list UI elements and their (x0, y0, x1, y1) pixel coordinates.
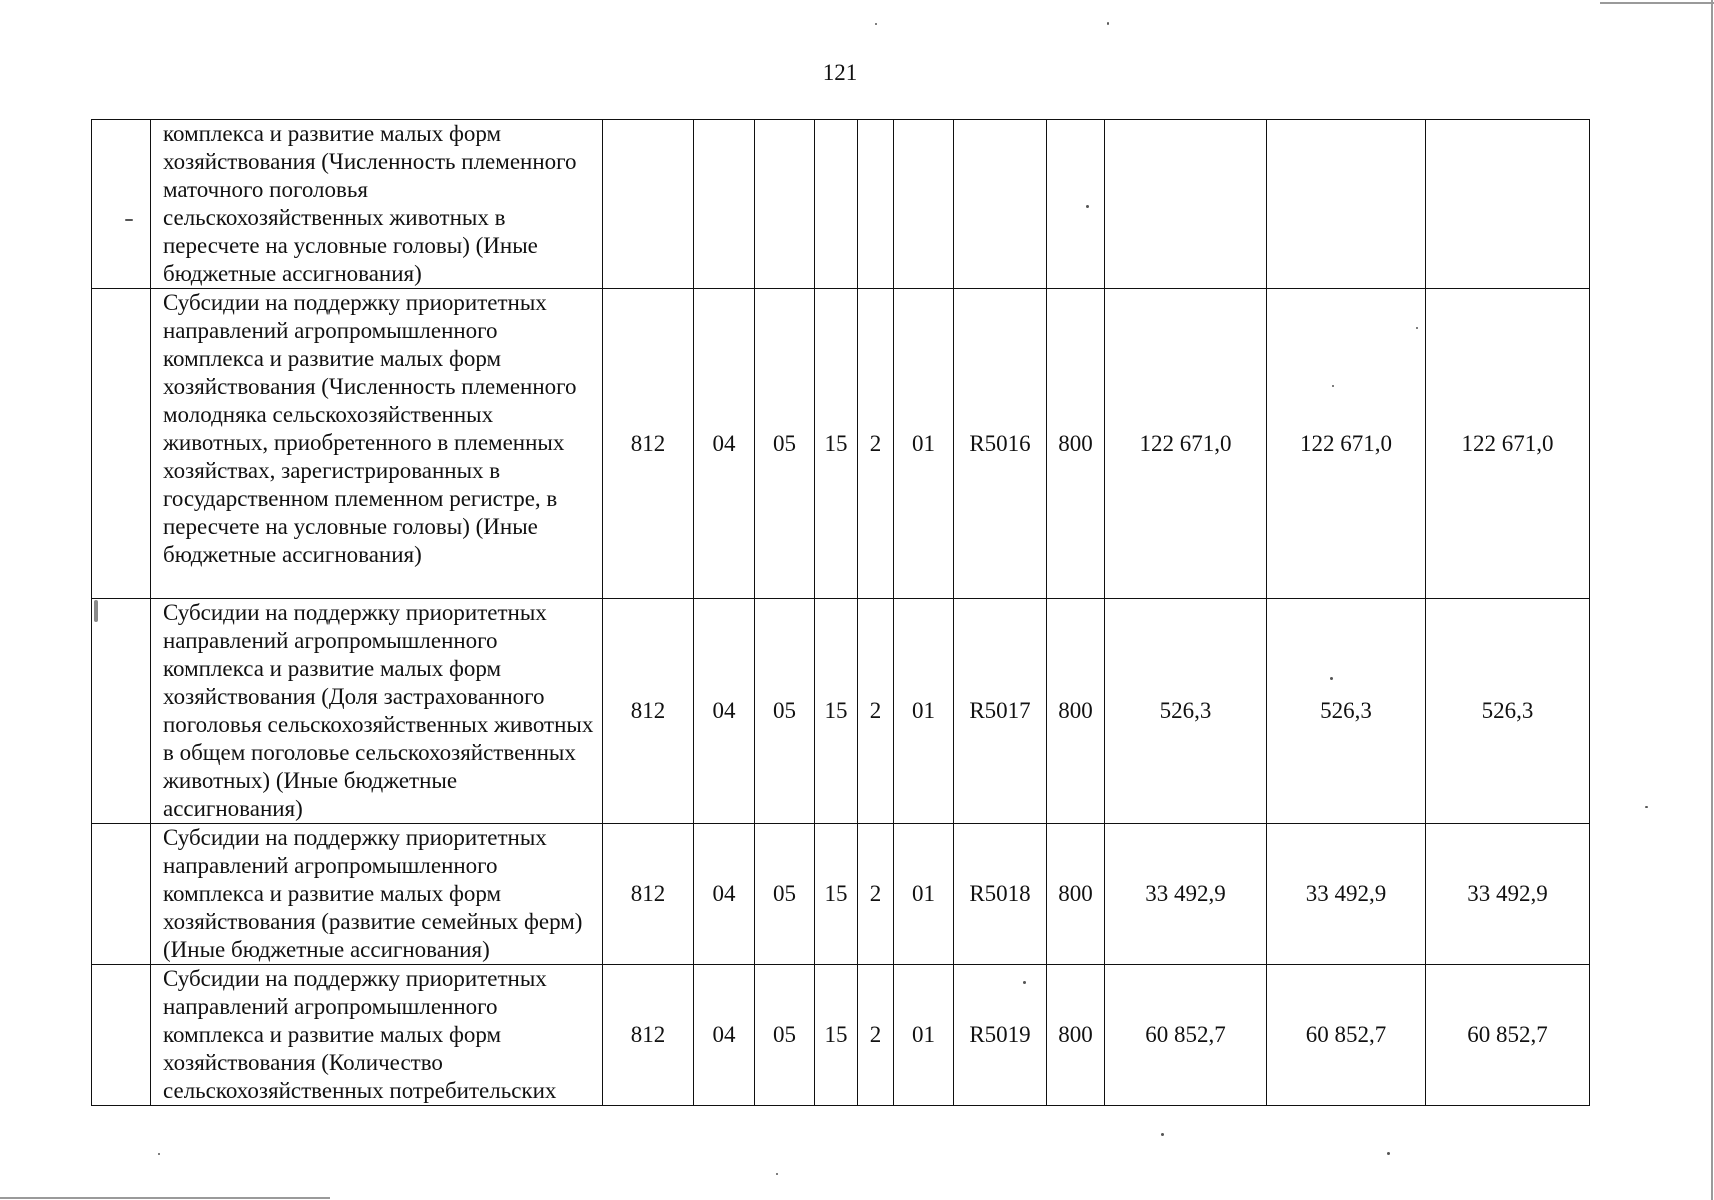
direction-code-cell: R5016 (954, 289, 1047, 599)
section-code-cell: 04 (694, 965, 755, 1106)
scan-speck (1416, 327, 1418, 329)
amount-cell-2: 526,3 (1267, 599, 1426, 824)
activity-code-cell: 01 (894, 824, 954, 965)
ministry-code-cell: 812 (603, 824, 694, 965)
amount-cell-2: 122 671,0 (1267, 289, 1426, 599)
expense-type-cell: 800 (1047, 965, 1105, 1106)
amount-cell-2: 60 852,7 (1267, 965, 1426, 1106)
scan-speck (1107, 22, 1109, 25)
description-cell: Субсидии на поддержку приоритетных направлений агропромышленного комплекса и развитие малых форм хозяйствования (Численность племенного молодняка сельскохозяйственных животных, приобретенного в племенных хозяйствах, зарегистрированных в государственном племенном регистре, в пересчете на условные головы) (Иные бюджетные ассигнования) (151, 289, 603, 599)
expense-type-cell: 800 (1047, 824, 1105, 965)
table-row (92, 824, 1590, 965)
ministry-code-cell: 812 (603, 599, 694, 824)
description-cell: комплекса и развитие малых форм хозяйствования (Численность племенного маточного поголовья сельскохозяйственных животных в пересчете на условные головы) (Иные бюджетные ассигнования) (151, 120, 603, 289)
description-cell: Субсидии на поддержку приоритетных направлений агропромышленного комплекса и развитие малых форм хозяйствования (развитие семейных ферм) (Иные бюджетные ассигнования) (151, 824, 603, 965)
scan-speck (1645, 806, 1648, 808)
table-row (92, 120, 1590, 289)
activity-code-cell: 01 (894, 965, 954, 1106)
table-row (92, 599, 1590, 824)
section-code-cell (694, 120, 755, 289)
row-number-cell (92, 599, 151, 824)
expense-type-cell (1047, 120, 1105, 289)
budget-table (91, 119, 1590, 1106)
scan-speck (125, 219, 133, 221)
amount-cell-1: 526,3 (1105, 599, 1267, 824)
scan-speck (1330, 677, 1333, 680)
scan-edge-top (1600, 2, 1714, 4)
subprogram-code-cell: 2 (858, 599, 894, 824)
amount-cell-1: 122 671,0 (1105, 289, 1267, 599)
description-cell: Субсидии на поддержку приоритетных направлений агропромышленного комплекса и развитие малых форм хозяйствования (Доля застрахованного поголовья сельскохозяйственных животных в общем поголовье сельскохозяйственных животных) (Иные бюджетные ассигнования) (151, 599, 603, 824)
program-code-cell: 15 (815, 824, 858, 965)
direction-code-cell: R5017 (954, 599, 1047, 824)
page-number: 121 (822, 60, 858, 85)
row-number-cell (92, 289, 151, 599)
table-row (92, 965, 1590, 1106)
program-code-cell: 15 (815, 599, 858, 824)
subsection-code-cell (755, 120, 815, 289)
activity-code-cell (894, 120, 954, 289)
scan-edge-right (1711, 0, 1713, 1200)
direction-code-cell (954, 120, 1047, 289)
scan-speck (875, 23, 877, 25)
subprogram-code-cell: 2 (858, 965, 894, 1106)
amount-cell-3: 33 492,9 (1426, 824, 1590, 965)
scan-speck (94, 600, 98, 622)
amount-cell-1 (1105, 120, 1267, 289)
subsection-code-cell: 05 (755, 965, 815, 1106)
amount-cell-3: 122 671,0 (1426, 289, 1590, 599)
subsection-code-cell: 05 (755, 824, 815, 965)
ministry-code-cell: 812 (603, 965, 694, 1106)
direction-code-cell: R5019 (954, 965, 1047, 1106)
amount-cell-1: 60 852,7 (1105, 965, 1267, 1106)
amount-cell-2 (1267, 120, 1426, 289)
amount-cell-1: 33 492,9 (1105, 824, 1267, 965)
description-cell: Субсидии на поддержку приоритетных направлений агропромышленного комплекса и развитие малых форм хозяйствования (Количество сельскохозяйственных потребительских (151, 965, 603, 1106)
scan-speck (1161, 1133, 1164, 1136)
scan-speck (158, 1153, 160, 1155)
section-code-cell: 04 (694, 824, 755, 965)
subprogram-code-cell: 2 (858, 289, 894, 599)
amount-cell-3: 60 852,7 (1426, 965, 1590, 1106)
scan-speck (1387, 1152, 1390, 1155)
amount-cell-2: 33 492,9 (1267, 824, 1426, 965)
program-code-cell (815, 120, 858, 289)
table-row (92, 289, 1590, 599)
subsection-code-cell: 05 (755, 289, 815, 599)
row-number-cell (92, 965, 151, 1106)
ministry-code-cell: 812 (603, 289, 694, 599)
activity-code-cell: 01 (894, 599, 954, 824)
activity-code-cell: 01 (894, 289, 954, 599)
expense-type-cell: 800 (1047, 289, 1105, 599)
scan-speck (776, 1173, 778, 1175)
program-code-cell: 15 (815, 289, 858, 599)
subprogram-code-cell (858, 120, 894, 289)
row-number-cell (92, 120, 151, 289)
scan-edge-bottom (0, 1197, 330, 1199)
section-code-cell: 04 (694, 599, 755, 824)
subsection-code-cell: 05 (755, 599, 815, 824)
amount-cell-3: 526,3 (1426, 599, 1590, 824)
subprogram-code-cell: 2 (858, 824, 894, 965)
scan-speck (1332, 385, 1334, 387)
ministry-code-cell (603, 120, 694, 289)
direction-code-cell: R5018 (954, 824, 1047, 965)
row-number-cell (92, 824, 151, 965)
amount-cell-3 (1426, 120, 1590, 289)
scan-speck (1086, 205, 1089, 208)
section-code-cell: 04 (694, 289, 755, 599)
program-code-cell: 15 (815, 965, 858, 1106)
expense-type-cell: 800 (1047, 599, 1105, 824)
scan-speck (1023, 981, 1026, 984)
